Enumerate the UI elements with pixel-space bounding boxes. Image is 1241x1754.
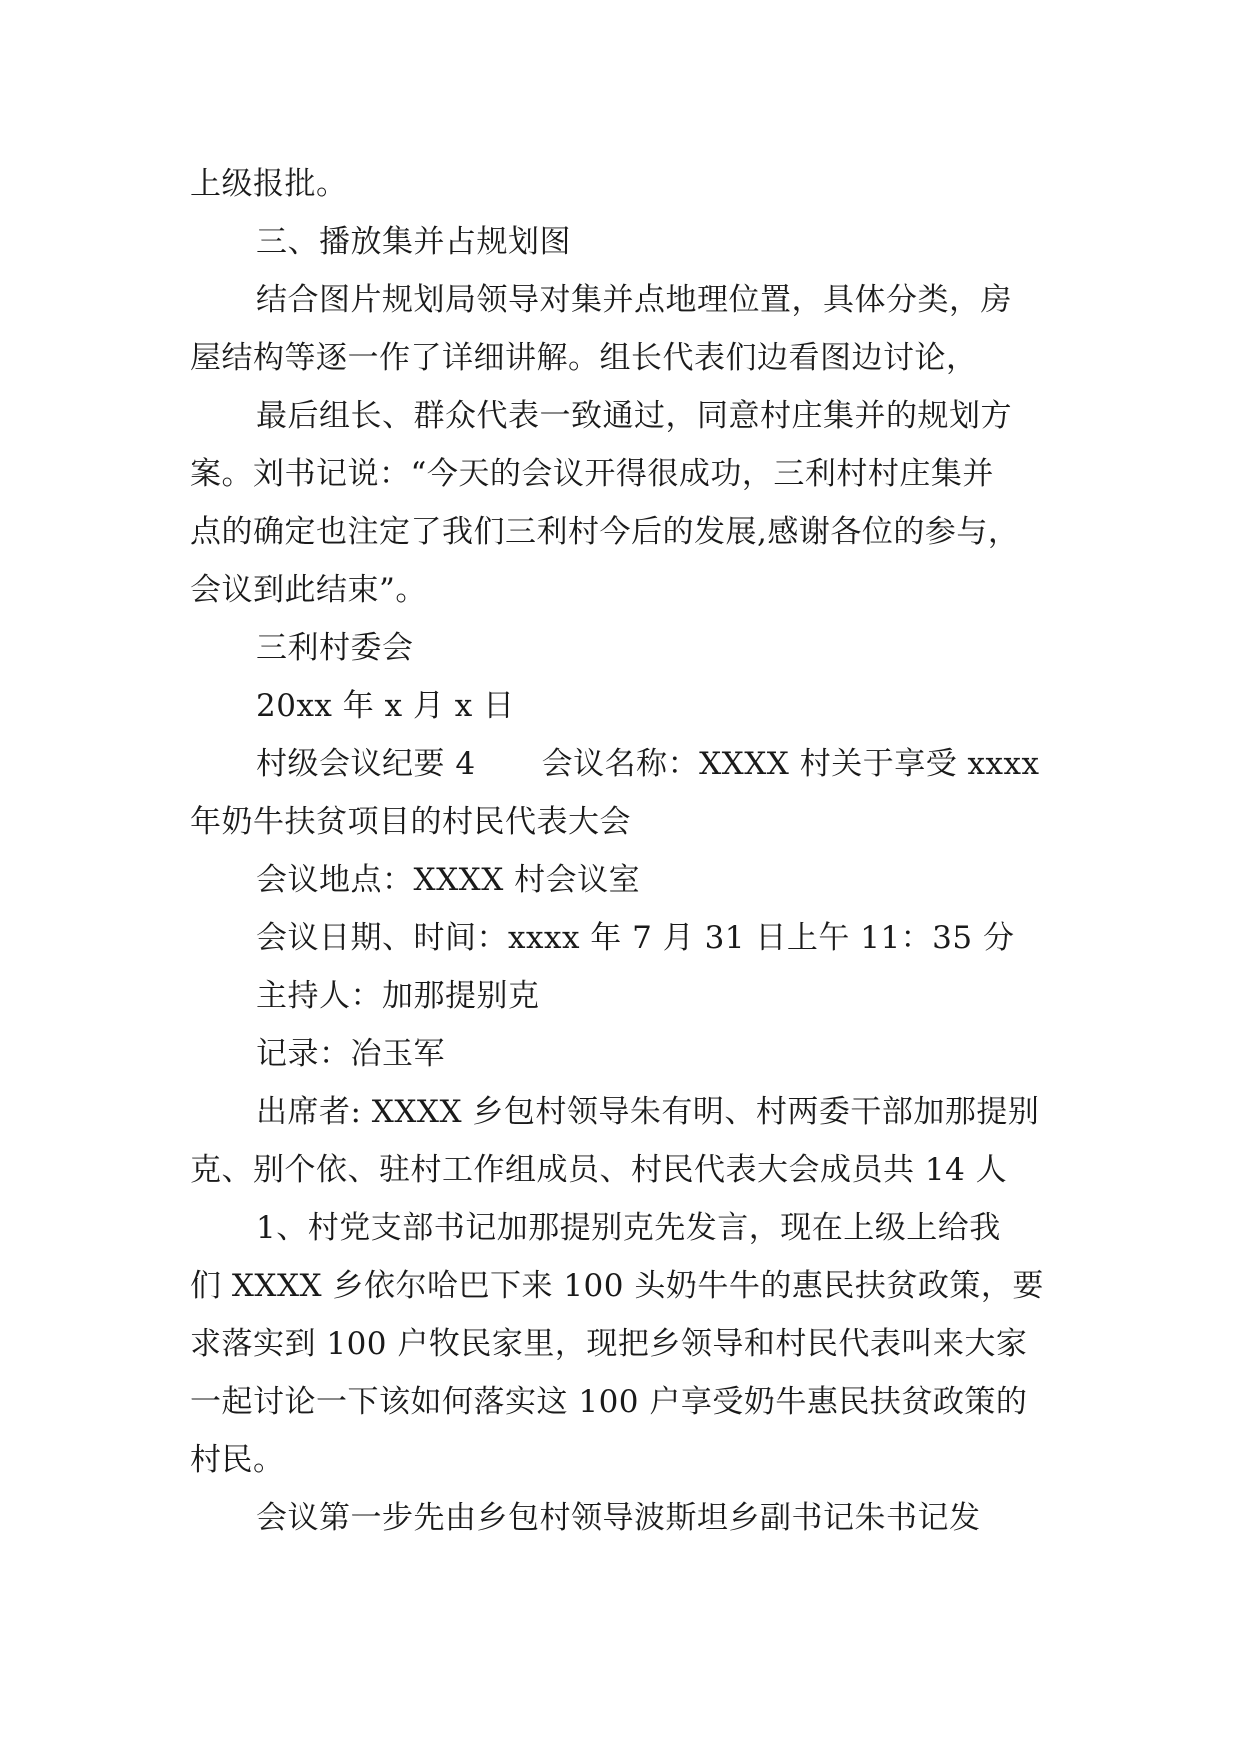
- text-line: 村民。: [190, 1442, 285, 1478]
- text-line: 最后组长、群众代表一致通过，同意村庄集并的规划方: [256, 398, 1012, 434]
- text-line: 们 XXXX 乡依尔哈巴下来 100 头奶牛牛的惠民扶贫政策，要: [190, 1268, 1044, 1304]
- text-line: 案。刘书记说：“今天的会议开得很成功，三利村村庄集并: [190, 456, 994, 492]
- text-line: 上级报批。: [190, 166, 348, 202]
- text-line: 1、村党支部书记加那提别克先发言，现在上级上给我: [256, 1210, 1001, 1246]
- document-page: [190, 155, 1050, 1547]
- meeting-attendees: 出席者: XXXX 乡包村领导朱有明、村两委干部加那提别: [256, 1094, 1040, 1130]
- text-line: 求落实到 100 户牧民家里，现把乡领导和村民代表叫来大家: [190, 1326, 1028, 1362]
- meeting-recorder: 记录：冶玉军: [256, 1036, 445, 1072]
- text-line: 一起讨论一下该如何落实这 100 户享受奶牛惠民扶贫政策的: [190, 1384, 1028, 1420]
- text-line: 会议第一步先由乡包村领导波斯坦乡副书记朱书记发: [256, 1500, 981, 1536]
- signature-org: 三利村委会: [256, 630, 414, 666]
- meeting-location: 会议地点：XXXX 村会议室: [256, 862, 641, 898]
- section-heading: 三、播放集并占规划图: [256, 224, 571, 260]
- minutes-title: 村级会议纪要 4: [256, 746, 476, 782]
- text-line: 年奶牛扶贫项目的村民代表大会: [190, 804, 631, 840]
- text-line: 会议到此结束”。: [190, 572, 427, 608]
- text-line: 克、别个依、驻村工作组成员、村民代表大会成员共 14 人: [190, 1152, 1008, 1188]
- signature-date: 20xx 年 x 月 x 日: [256, 688, 515, 724]
- minutes-title-line: [190, 735, 1050, 793]
- meeting-name: 会议名称：XXXX 村关于享受 xxxx: [541, 746, 1040, 782]
- text-line: 屋结构等逐一作了详细讲解。组长代表们边看图边讨论，: [190, 340, 978, 376]
- text-line: 点的确定也注定了我们三利村今后的发展,感谢各位的参与，: [190, 514, 1020, 550]
- meeting-datetime: 会议日期、时间：xxxx 年 7 月 31 日上午 11：35 分: [256, 920, 1015, 956]
- text-line: 结合图片规划局领导对集并点地理位置，具体分类，房: [256, 282, 1012, 318]
- meeting-host: 主持人：加那提别克: [256, 978, 540, 1014]
